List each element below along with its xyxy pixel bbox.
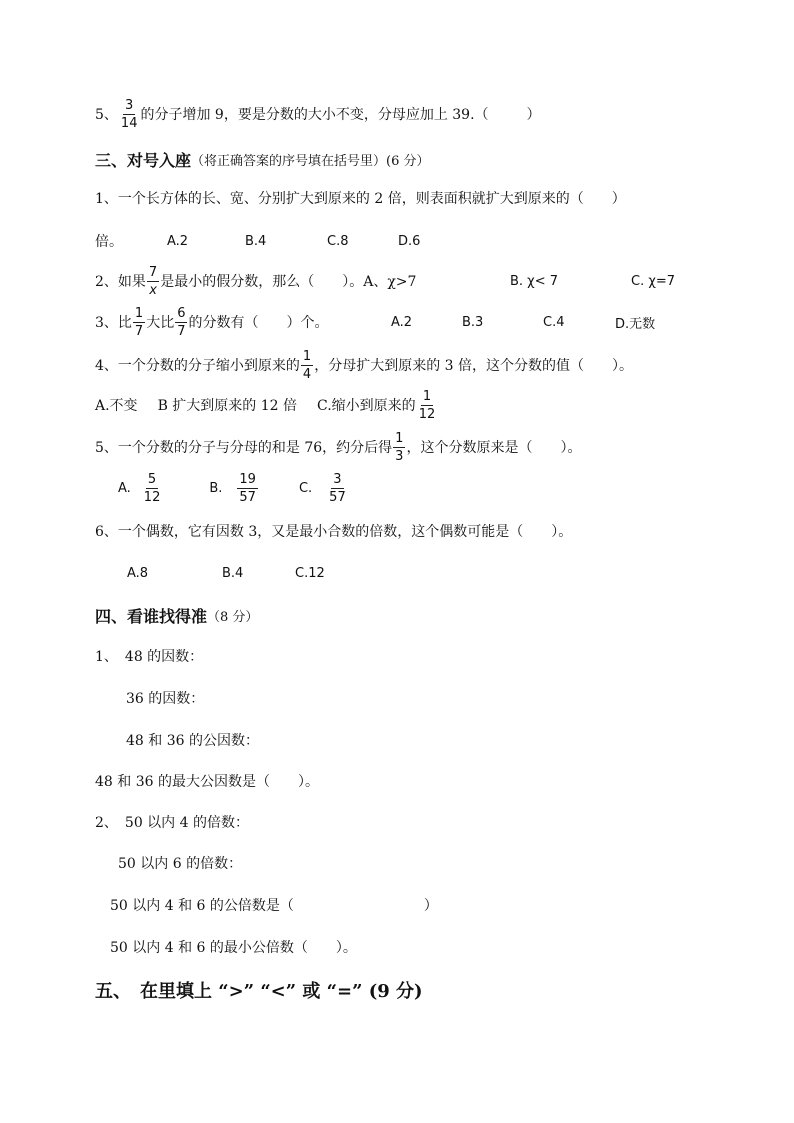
fraction-numerator: 1 <box>395 430 404 446</box>
question-text: 48 和 36 的公因数： <box>126 733 259 749</box>
question-text: 倍。 <box>95 234 123 250</box>
fraction <box>393 432 405 463</box>
fraction <box>119 99 140 130</box>
option-a: A.2 <box>167 233 189 249</box>
section-3-heading <box>95 145 430 173</box>
option-b: B.4 <box>222 565 244 581</box>
question-text: ，分母扩大到原来的 3 倍，这个分数的值（ ）。 <box>314 358 634 374</box>
question-3-5 <box>95 430 582 464</box>
question-3-6 <box>95 517 572 545</box>
question-text: ，这个分数原来是（ ）。 <box>406 440 582 456</box>
option-b: B 扩大到原来的 12 倍 <box>157 398 298 414</box>
section-title: 四、看谁找得准 <box>95 606 208 626</box>
s4-question-1-line-4 <box>95 767 319 795</box>
fraction-numerator: 7 <box>148 264 158 280</box>
question-3-1 <box>95 184 626 212</box>
fraction <box>175 307 187 338</box>
option-b: B.4 <box>245 233 267 249</box>
fraction-numerator: 5 <box>147 471 157 487</box>
question-text: 的分数有（ ）个。 <box>188 315 329 331</box>
option-c-fraction <box>327 473 348 504</box>
question-text: 的分子增加 9，要是分数的大小不变，分母应加上 39.（ <box>140 107 489 123</box>
question-3-4 <box>95 348 634 382</box>
fraction-denominator: 4 <box>302 366 312 382</box>
s4-question-2-line-1 <box>95 808 249 836</box>
fraction <box>147 266 159 297</box>
question-lead: 5、一个分数的分子与分母的和是 76，约分后得 <box>95 440 393 456</box>
option-a-fraction <box>142 473 163 504</box>
s4-question-1-line-3 <box>126 726 259 754</box>
question-text: 1、 48 的因数： <box>95 649 204 665</box>
s4-question-2-line-2 <box>118 849 242 877</box>
fraction-numerator: 1 <box>302 348 312 364</box>
question-text: 2、 50 以内 4 的倍数： <box>95 815 249 831</box>
option-d: D.无数 <box>615 316 656 332</box>
option-a: A.8 <box>127 565 149 581</box>
question-text: 48 和 36 的最大公因数是（ ）。 <box>95 774 319 790</box>
question-text: 50 以内 4 和 6 的公倍数是（ <box>110 898 294 914</box>
question-3-4-options <box>95 388 438 422</box>
answer-bracket-close: ） <box>423 898 438 914</box>
fraction-denominator: 7 <box>177 323 186 339</box>
option-a-label: A. <box>118 480 131 496</box>
option-a: A.不变 <box>95 398 138 414</box>
question-lead: 4、一个分数的分子缩小到原来的 <box>95 358 300 374</box>
section-note: （将正确答案的序号填在括号里）(6 分） <box>191 153 430 169</box>
s4-question-2-line-4 <box>110 933 357 961</box>
option-c: C.4 <box>543 314 565 330</box>
option-a: A.2 <box>391 314 413 330</box>
fraction-numerator: 3 <box>333 471 342 487</box>
option-c: C. χ=7 <box>631 273 676 289</box>
fraction-denominator: x <box>149 282 157 298</box>
section-title: 五、 在里填上 “>” “<” 或 “=” (9 分) <box>95 981 423 1002</box>
fraction-denominator: 57 <box>239 489 256 505</box>
option-b: B. χ< 7 <box>510 273 558 289</box>
s4-question-2-line-3 <box>110 891 438 919</box>
question-text: 是最小的假分数，那么（ ）。A、χ>7 <box>160 274 417 290</box>
fraction-denominator: 12 <box>418 406 436 422</box>
option-c: C.缩小到原来的 <box>317 398 416 414</box>
question-text: 大比 <box>146 315 175 331</box>
option-d: D.6 <box>398 233 421 249</box>
fraction <box>301 350 313 381</box>
question-lead: 2、如果 <box>95 274 146 290</box>
question-number: 5、 <box>95 107 118 123</box>
fraction-denominator: 7 <box>134 323 144 339</box>
option-c-label: C. <box>298 480 313 496</box>
fraction-numerator: 3 <box>125 97 134 113</box>
section-title: 三、对号入座 <box>95 150 192 170</box>
section-note: （8 分） <box>207 609 259 625</box>
question-3-3 <box>95 305 656 339</box>
question-3-2 <box>95 264 676 298</box>
fraction-numerator: 19 <box>239 471 256 487</box>
s4-question-1-line-1 <box>95 642 203 670</box>
option-c: C.8 <box>327 233 349 249</box>
option-b-fraction <box>237 473 258 504</box>
fraction-denominator: 12 <box>143 489 161 505</box>
question-lead: 3、比 <box>95 315 132 331</box>
fraction-numerator: 1 <box>134 305 144 321</box>
question-2-5 <box>95 97 541 131</box>
question-text: 50 以内 6 的倍数： <box>118 856 243 872</box>
fraction-denominator: 57 <box>329 489 346 505</box>
option-b: B.3 <box>462 314 484 330</box>
fraction-numerator: 6 <box>177 305 186 321</box>
fraction <box>133 307 145 338</box>
section-4-heading <box>95 601 258 629</box>
question-3-5-options <box>118 471 349 505</box>
question-text: 36 的因数： <box>126 691 205 707</box>
s4-question-1-line-2 <box>126 684 204 712</box>
fraction-numerator: 1 <box>422 388 432 404</box>
fraction-denominator: 3 <box>395 448 404 464</box>
section-5-heading <box>95 976 423 1004</box>
question-text: 1、一个长方体的长、宽、分别扩大到原来的 2 倍，则表面积就扩大到原来的（ ） <box>95 191 626 207</box>
answer-bracket-close: ） <box>526 107 541 123</box>
question-text: 6、一个偶数，它有因数 3，又是最小合数的倍数，这个偶数可能是（ ）。 <box>95 524 573 540</box>
fraction <box>417 390 438 421</box>
option-b-label: B. <box>209 480 223 496</box>
option-c: C.12 <box>295 565 325 581</box>
question-3-1-options <box>95 227 421 255</box>
fraction-denominator: 14 <box>120 115 138 131</box>
question-text: 50 以内 4 和 6 的最小公倍数（ ）。 <box>110 940 357 956</box>
